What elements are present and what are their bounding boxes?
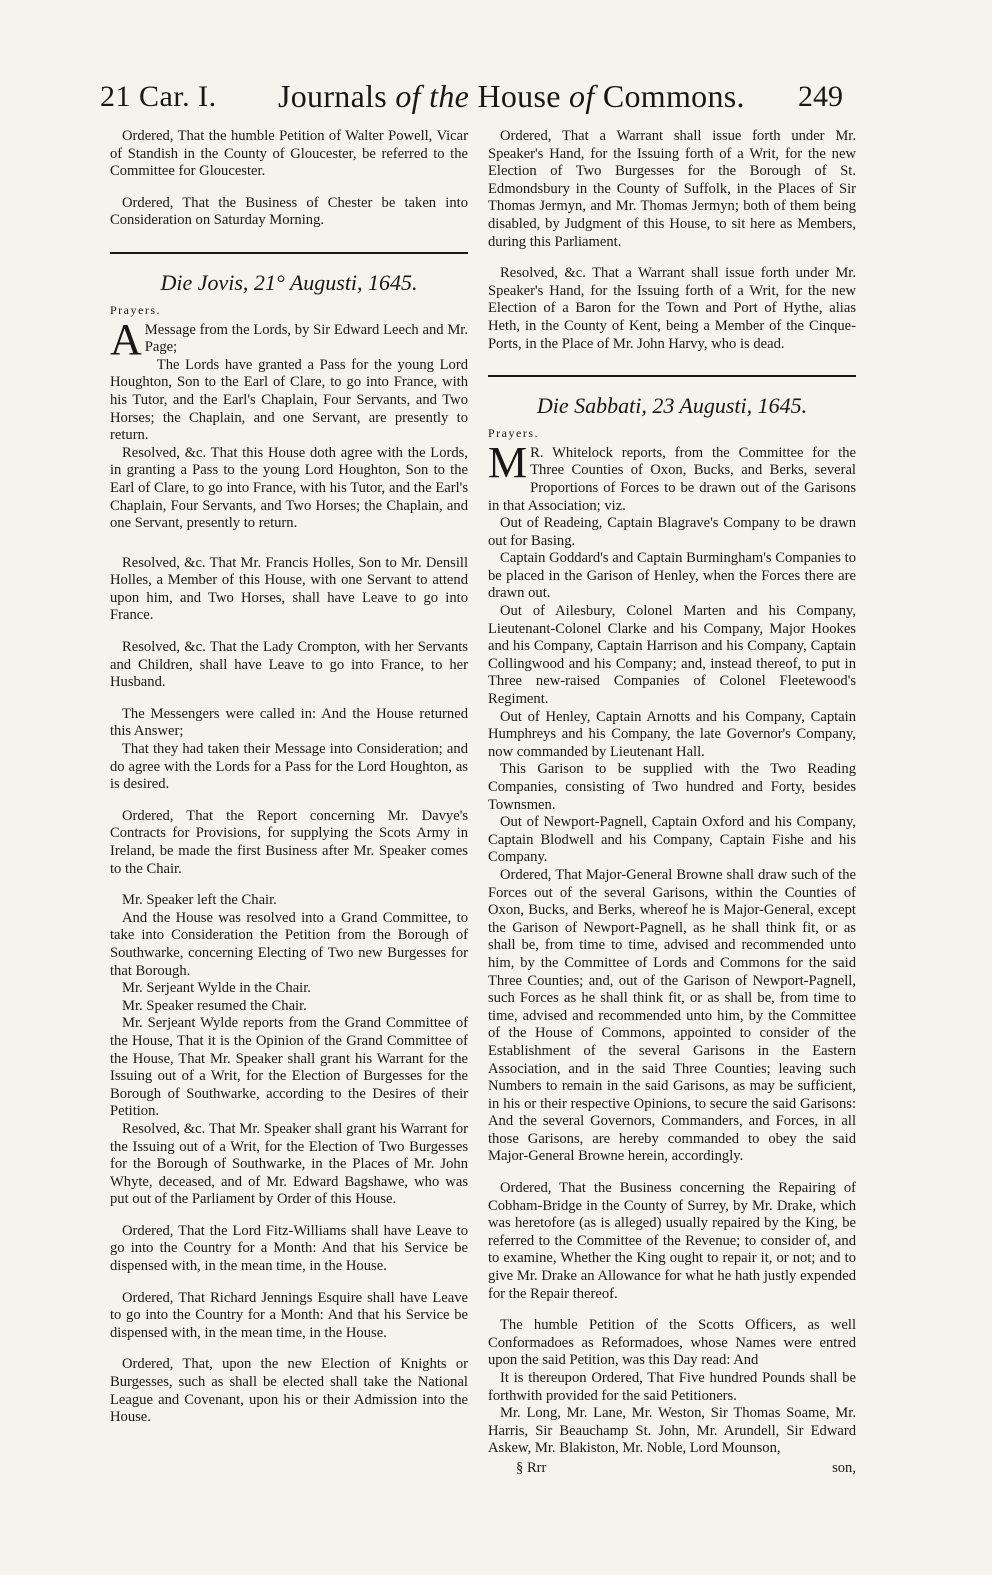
entry-paragraph: Ordered, That the humble Petition of Walter Powell, Vicar of Standish in the County of Gloucester, be referred to the Committee for Gloucester. <box>110 128 468 180</box>
entry-paragraph: Ordered, That Major-General Browne shall draw such of the Forces out of the several Garisons, within the Counties of Oxon, Bucks, and Berks, whereof he is Major-General, except the Garison of Newport-Pagnell, as he shall think fit, or as shall be, from time to time, advised and recommended unto him, by the Committee of Lords and Commons for the said Three Counties; and, out of the Garison of Newport-Pagnell, such Forces as he shall think fit, or as shall be, from time to time, advised and recommended unto him, by the Committee of the House of Commons, appointed to consider of the Establishment of the several Garisons in the Eastern Association, and in the said Three Counties; leaving such Numbers to remain in the said Garisons, as may be sufficient, in his or their respective Opinions, to secure the said Garisons: And the several Governors, Commanders, and Forces, in all those Garisons, are hereby commanded to obey the said Major-General Browne herein, accordingly. <box>488 866 856 1165</box>
entry-paragraph: And the House was resolved into a Grand Committee, to take into Consideration the Petition from the Borough of Southwarke, concerning Electing of Two new Burgesses for that Borough. <box>110 909 468 979</box>
entry-paragraph: That they had taken their Message into Consideration; and do agree with the Lords for a Pass for the Lord Houghton, as is desired. <box>110 741 468 793</box>
entry-paragraph: Mr. Speaker resumed the Chair. <box>122 997 307 1014</box>
entry-paragraph: Ordered, That the Report concerning Mr. Davye's Contracts for Provisions, for supplying the Scots Army in Ireland, be made the first Business after Mr. Speaker comes to the Chair. <box>110 807 468 877</box>
entry-paragraph: The humble Petition of the Scotts Officers, as well Conformadoes as Reformadoes, whose Names were entred upon the said Petition, was this Day read: And <box>488 1317 856 1369</box>
date-heading: Die Jovis, 21° Augusti, 1645. <box>160 269 418 295</box>
title-part: Journals <box>278 78 396 114</box>
prayers-heading: Prayers. <box>110 302 161 317</box>
right-column <box>488 128 856 1478</box>
entry-paragraph: Ordered, That, upon the new Election of Knights or Burgesses, such as shall be elected shall take the National League and Covenant, upon his or their Admission into the House. <box>110 1356 468 1426</box>
title-part: House <box>469 78 570 114</box>
entry-paragraph: Resolved, &c. That a Warrant shall issue forth under Mr. Speaker's Hand, for the Issuing forth of a Writ, for the new Election of a Baron for the Town and Port of Hythe, alias Heth, in the County of Kent, being a Member of the Cinque-Ports, in the Place of Mr. John Harvy, who is dead. <box>488 265 856 352</box>
entry-paragraph <box>488 437 856 515</box>
entry-text: Message from the Lords, by Sir Edward Leech and Mr. Page; <box>144 321 468 356</box>
entry-paragraph: Mr. Serjeant Wylde in the Chair. <box>122 980 311 997</box>
regnal-year: 21 Car. I. <box>100 80 217 113</box>
entry-paragraph: This Garison to be supplied with the Two Reading Companies, consisting of Two hundred and Forty, besides Townsmen. <box>488 761 856 813</box>
entry-paragraph: Ordered, That a Warrant shall issue forth under Mr. Speaker's Hand, for the Issuing forth of a Writ, for the new Election of Two Burgesses for the Borough of St. Edmondsbury in the County of Suffolk, in the Places of Sir Thomas Jermyn, and Mr. Thomas Jermyn; both of them being disabled, by Judgment of this House, to sit here as Members, during this Parliament. <box>488 128 856 250</box>
date-heading: Die Sabbati, 23 Augusti, 1645. <box>536 393 808 419</box>
entry-paragraph: Out of Ailesbury, Colonel Marten and his Company, Lieutenant-Colonel Clarke and his Company, Major Hookes and his Company, Captain Harrison and his Company, Captain Collingwood and his Company; and, instead thereof, to put in Three new-raised Companies of Colonel Fleetewood's Regiment. <box>488 603 856 708</box>
entry-paragraph: Mr. Speaker left the Chair. <box>122 892 277 909</box>
page-header <box>100 78 860 126</box>
entry-paragraph: Mr. Serjeant Wylde reports from the Grand Committee of the House, That it is the Opinion of the Grand Committee of the House, That Mr. Speaker shall grant his Warrant for the Issuing out of a Writ, for the Election of Burgesses for the Borough of Southwarke, according to the Desires of their Petition. <box>110 1015 468 1120</box>
entry-paragraph: Ordered, That the Business of Chester be taken into Consideration on Saturday Morning. <box>110 194 468 229</box>
entry-paragraph: Ordered, That Richard Jennings Esquire shall have Leave to go into the Country for a Month: And that his Service be dispensed with, in the mean time, in the House. <box>110 1289 468 1341</box>
entry-paragraph: Resolved, &c. That Mr. Speaker shall grant his Warrant for the Issuing out of a Writ, for the Election of Two Burgesses for the Borough of Southwarke, in the Places of Mr. John Whyte, deceased, and of Mr. Edward Bagshawe, who was put out of the Parliament by Order of this House. <box>110 1120 468 1208</box>
page-footer <box>488 1460 856 1478</box>
entry-paragraph: Captain Goddard's and Captain Burmingham's Companies to be placed in the Garison of Henley, when the Forces there are drawn out. <box>488 550 856 602</box>
entry-paragraph: The Lords have granted a Pass for the young Lord Houghton, Son to the Earl of Clare, to go into France, with his Tutor, and the Earl's Chaplain, Four Servants, and Two Horses; the Chaplain, and one Servant, are presently to return. <box>110 356 468 444</box>
entry-paragraph: Mr. Long, Mr. Lane, Mr. Weston, Sir Thomas Soame, Mr. Harris, Sir Beauchamp St. John, Mr. Arundell, Sir Edward Askew, Mr. Blakiston, Mr. Noble, Lord Mounson, <box>488 1405 856 1457</box>
entry-paragraph: Resolved, &c. That Mr. Francis Holles, Son to Mr. Densill Holles, a Member of this House, with one Servant to attend upon him, and Two Horses, shall have Leave to go into France. <box>110 554 468 624</box>
entry-paragraph: Resolved, &c. That this House doth agree with the Lords, in granting a Pass to the young Lord Houghton, Son to the Earl of Clare, to go into France, with his Tutor, and the Earl's Chaplain, Four Servants, and Two Horses; the Chaplain, and one Servant, presently to return. <box>110 444 468 532</box>
entry-paragraph: Ordered, That the Business concerning the Repairing of Cobham-Bridge in the County of Surrey, by Mr. Drake, which was heretofore (as is alleged) usually repaired by the King, be referred to the Committee of the Revenue; to consider of, and to examine, Whether the King ought to repair it, or not; and to give Mr. Drake an Allowance for what he hath justly expended for the Repair thereof. <box>488 1180 856 1302</box>
drop-cap: M <box>488 437 528 487</box>
entry-paragraph <box>110 314 468 364</box>
entry-paragraph: Out of Henley, Captain Arnotts and his Company, Captain Humphreys and his Company, the late Governor's Company, now commanded by Lieutenant Hall. <box>488 708 856 760</box>
left-column <box>110 128 468 1427</box>
entry-paragraph: Ordered, That the Lord Fitz-Williams shall have Leave to go into the Country for a Month: And that his Service be dispensed with, in the mean time, in the House. <box>110 1222 468 1275</box>
drop-cap: A <box>110 314 142 364</box>
section-divider <box>110 252 468 254</box>
catchword: son, <box>832 1459 856 1476</box>
title-part: of <box>569 78 595 114</box>
prayers-heading: Prayers. <box>488 426 539 441</box>
entry-paragraph: The Messengers were called in: And the House returned this Answer; <box>110 705 468 740</box>
title-part: of the <box>395 78 470 114</box>
entry-paragraph: Out of Newport-Pagnell, Captain Oxford and his Company, Captain Blodwell and his Company, Captain Fishe and his Company. <box>488 814 856 866</box>
entry-paragraph: It is thereupon Ordered, That Five hundred Pounds shall be forthwith provided for the said Petitioners. <box>488 1370 856 1404</box>
running-title <box>278 78 745 115</box>
title-part: Commons. <box>594 78 745 114</box>
signature-mark: § Rrr <box>516 1459 547 1476</box>
entry-paragraph: Resolved, &c. That the Lady Crompton, with her Servants and Children, shall have Leave to go into France, to her Husband. <box>110 639 468 691</box>
entry-text: R. Whitelock reports, from the Committee for the Three Counties of Oxon, Bucks, and Berks, several Proportions of Forces to be drawn out of the Garisons in that Association; viz. <box>488 444 856 514</box>
page-number: 249 <box>798 80 843 113</box>
section-divider <box>488 375 856 377</box>
entry-paragraph: Out of Readeing, Captain Blagrave's Company to be drawn out for Basing. <box>488 515 856 549</box>
